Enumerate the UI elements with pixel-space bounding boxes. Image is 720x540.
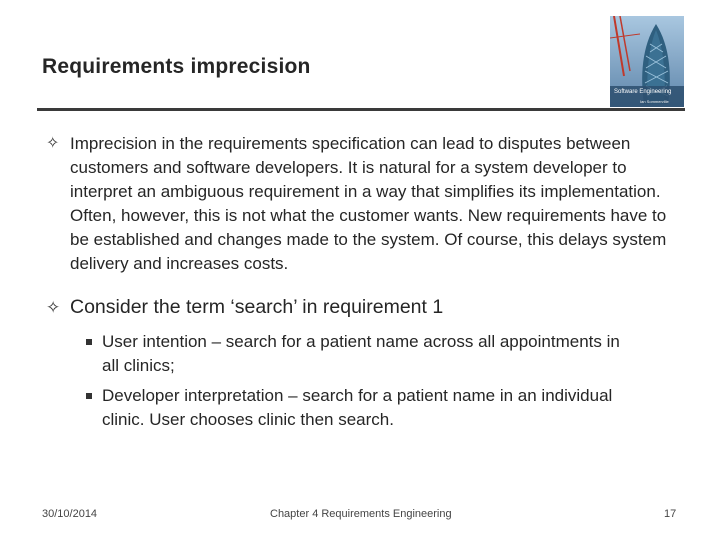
subbullet-text: User intention – search for a patient name across all appointments in all clinics; — [102, 332, 620, 375]
bullet-text: Consider the term ‘search’ in requirement 1 — [70, 296, 444, 318]
subbullet-text: Developer interpretation – search for a patient name in an individual clinic. User chooses clinic then search. — [102, 386, 613, 429]
subbullet-item — [102, 330, 632, 378]
slide-title: Requirements imprecision — [42, 55, 311, 78]
title-divider — [37, 108, 685, 111]
four-point-star-outline-icon: ✧ — [46, 298, 61, 317]
book-cover-image — [610, 16, 684, 107]
square-bullet-icon — [86, 339, 92, 345]
subbullet-list — [102, 330, 632, 432]
bullet-item — [46, 294, 686, 320]
bullet-list — [46, 132, 686, 438]
cover-author: Ian Sommerville — [640, 99, 669, 104]
square-bullet-icon — [86, 393, 92, 399]
bullet-item — [46, 132, 686, 276]
footer-date: 30/10/2014 — [42, 508, 98, 520]
four-point-star-outline-icon: ✧ — [46, 135, 60, 152]
subbullet-item — [102, 384, 632, 432]
footer-page-number: 17 — [664, 508, 677, 520]
footer-chapter: Chapter 4 Requirements Engineering — [270, 508, 452, 520]
bullet-text: Imprecision in the requirements specification can lead to disputes between customers and software developers. It is natural for a system developer to interpret an ambiguous requirement in a way that simplifies its implementation. Often, however, this is not what the customer wants. New requirements have to be established and changes made to the system. Of course, this delays system delivery and increases costs. — [70, 134, 667, 273]
cover-title: Software Engineering — [614, 89, 672, 95]
